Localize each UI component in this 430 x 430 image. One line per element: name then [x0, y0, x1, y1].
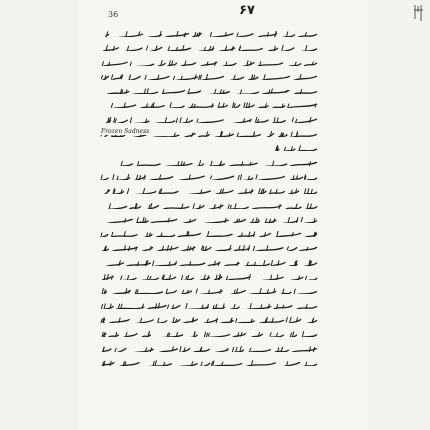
script-ink	[274, 140, 318, 151]
script-ink	[100, 226, 318, 237]
text-line	[100, 69, 318, 80]
page-number: 36	[108, 10, 119, 19]
text-line	[100, 298, 318, 309]
script-ink	[117, 155, 318, 166]
text-line	[100, 183, 318, 194]
text-line	[100, 326, 318, 337]
text-line	[100, 126, 318, 137]
margin-mark-icon	[412, 4, 426, 22]
script-ink	[100, 283, 318, 294]
script-ink	[100, 55, 318, 66]
text-line	[100, 155, 318, 166]
script-ink	[100, 326, 318, 337]
script-ink	[100, 269, 318, 280]
text-line	[100, 112, 318, 123]
script-ink	[100, 255, 318, 266]
script-ink	[100, 169, 318, 180]
text-line	[100, 97, 318, 108]
text-line	[100, 240, 318, 251]
text-line	[100, 341, 318, 352]
english-phrase: Frozen Sadness	[101, 128, 150, 136]
text-line	[100, 212, 318, 223]
script-ink	[100, 298, 318, 309]
text-line	[100, 269, 318, 280]
script-ink	[100, 112, 318, 123]
text-line	[100, 283, 318, 294]
script-ink	[100, 198, 318, 209]
script-ink	[100, 355, 318, 366]
text-line	[100, 198, 318, 209]
text-line	[100, 26, 318, 37]
script-ink	[100, 26, 318, 37]
script-ink	[100, 183, 318, 194]
text-line	[100, 169, 318, 180]
script-ink	[100, 212, 318, 223]
text-line	[100, 312, 318, 323]
text-line	[100, 140, 318, 151]
script-ink	[100, 83, 318, 94]
urdu-text-block	[100, 26, 318, 369]
script-ink	[100, 341, 318, 352]
text-line	[100, 83, 318, 94]
text-line	[100, 355, 318, 366]
text-line	[100, 226, 318, 237]
text-line	[100, 40, 318, 51]
script-ink	[100, 240, 318, 251]
running-head: ۶۷	[239, 3, 255, 18]
script-ink	[100, 97, 318, 108]
text-line	[100, 255, 318, 266]
script-ink	[100, 69, 318, 80]
text-line	[100, 55, 318, 66]
script-ink	[100, 312, 318, 323]
script-ink	[100, 40, 318, 51]
